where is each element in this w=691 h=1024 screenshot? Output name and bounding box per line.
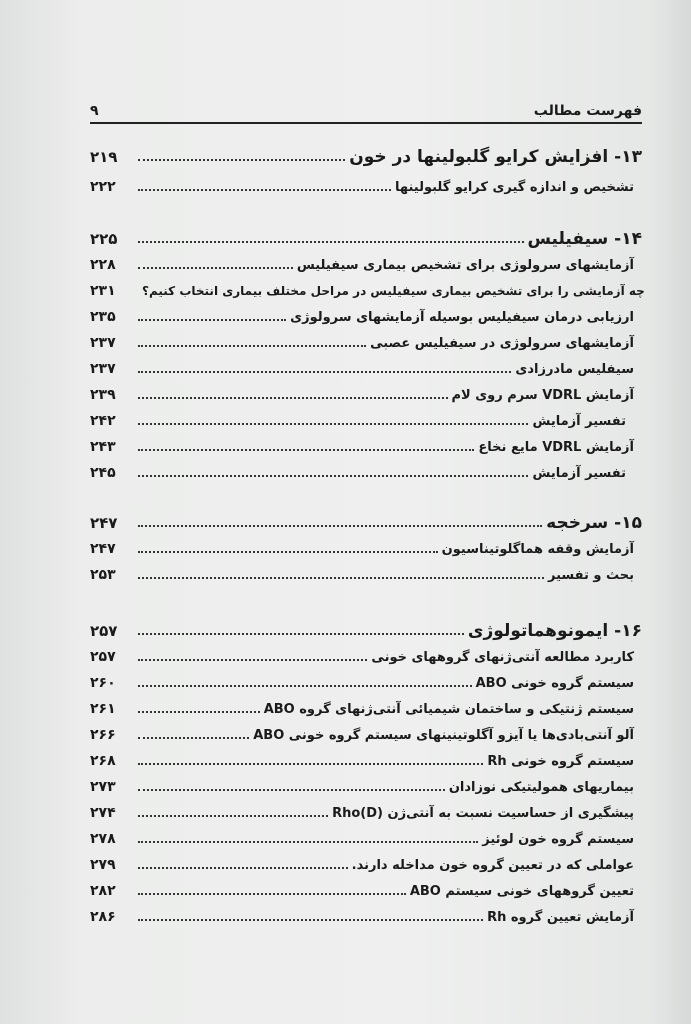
toc-entry — [90, 226, 642, 252]
dot-leader — [138, 737, 249, 739]
toc-entry-title: آزمایشهای سرولوژی در سیفیلیس عصبی — [370, 335, 634, 351]
toc-entry-title: ۱۶- ایمونوهماتولوژی — [467, 621, 642, 641]
toc-page-number: ۲۵۷ — [90, 622, 118, 640]
toc-page-number: ۲۷۳ — [90, 779, 116, 795]
toc-entry — [90, 826, 642, 852]
dot-leader — [138, 345, 366, 347]
dot-leader — [138, 841, 478, 843]
toc-page-number: ۲۳۷ — [90, 335, 116, 351]
toc-page-number: ۲۶۱ — [90, 701, 116, 717]
toc-entry-title: سیستم گروه خونی Rh — [487, 753, 634, 769]
toc-entry-title: تشخیص و اندازه گیری کرایو گلبولینها — [395, 179, 634, 195]
header-rule — [90, 122, 642, 124]
toc-page-number: ۲۲۸ — [90, 257, 116, 273]
toc-entry-title: سیستم گروه خونی ABO — [475, 675, 634, 691]
dot-leader — [138, 919, 483, 921]
toc-entry — [90, 252, 642, 278]
toc-entry — [90, 434, 642, 460]
toc-entry-title: بحث و تفسیر — [547, 567, 634, 583]
toc-entry-title: سیستم ژنتیکی و ساختمان شیمیائی آنتی‌ژنهای گروه ABO — [263, 701, 634, 717]
toc-entry — [90, 144, 642, 170]
dot-leader — [138, 397, 448, 399]
dot-leader — [138, 789, 445, 791]
toc-entry — [90, 722, 642, 748]
toc-entry-title: آزمایش تعیین گروه Rh — [487, 909, 634, 925]
toc-entry-title: بیماریهای همولیتیکی نوزادان — [448, 779, 634, 795]
toc-entry-title: سیستم گروه خون لوئیز — [482, 831, 634, 847]
toc-entry-title: ارزیابی درمان سیفیلیس بوسیله آزمایشهای سرولوژی — [290, 309, 634, 325]
toc-entry — [90, 460, 642, 486]
toc-entry-title: آزمایش VDRL مایع نخاع — [478, 439, 634, 455]
dot-leader — [138, 659, 367, 661]
toc-entry-title: پیشگیری از حساسیت نسبت به آنتی‌ژن (Rho(D — [332, 805, 634, 821]
toc-page-number: ۲۷۹ — [90, 857, 116, 873]
toc-entry — [90, 174, 642, 200]
toc-page-number: ۲۳۹ — [90, 387, 116, 403]
toc-entry — [90, 904, 642, 930]
toc-page-number: ۲۴۵ — [90, 465, 116, 481]
toc-entry-title: آزمایشهای سرولوژی برای تشخیص بیماری سیفیلیس — [296, 257, 634, 273]
toc-page-number: ۲۳۷ — [90, 361, 116, 377]
dot-leader — [138, 893, 406, 895]
toc-page-number: ۲۸۶ — [90, 909, 116, 925]
page-edge-shadow — [651, 0, 691, 1024]
toc-page-number: ۲۸۲ — [90, 883, 116, 899]
toc-entry — [90, 562, 642, 588]
toc-page-number: ۲۴۲ — [90, 413, 116, 429]
dot-leader — [138, 449, 474, 451]
dot-leader — [138, 371, 511, 373]
toc-entry-title: آزمایش وقفه هماگلوتیناسیون — [441, 541, 634, 557]
toc-entry — [90, 330, 642, 356]
toc-entry-title: سیفلیس مادرزادی — [515, 361, 634, 377]
toc-entry — [90, 356, 642, 382]
dot-leader — [138, 241, 524, 243]
toc-entry-title: ۱۴- سیفیلیس — [527, 229, 642, 249]
toc-entry — [90, 670, 642, 696]
toc-page-number: ۲۱۹ — [90, 148, 118, 166]
toc-entry — [90, 536, 642, 562]
dot-leader — [138, 685, 472, 687]
toc-entry — [90, 800, 642, 826]
toc-entry — [90, 748, 642, 774]
dot-leader — [138, 267, 293, 269]
toc-page-number: ۲۴۳ — [90, 439, 116, 455]
toc-entry-title: ۱۵- سرخجه — [546, 513, 642, 533]
dot-leader — [138, 551, 438, 553]
dot-leader — [138, 815, 328, 817]
toc-entry-title: کاربرد مطالعه آنتی‌ژنهای گروههای خونی — [371, 649, 634, 665]
toc-page-number: ۲۲۲ — [90, 179, 116, 195]
toc-page-number: ۲۶۶ — [90, 727, 116, 743]
dot-leader — [138, 159, 345, 161]
toc-page-number: ۲۶۰ — [90, 675, 116, 691]
toc-entry-title: تفسیر آزمایش — [532, 465, 626, 481]
toc-entry — [90, 774, 642, 800]
toc-page-number: ۲۷۸ — [90, 831, 116, 847]
dot-leader — [138, 189, 391, 191]
toc-entry — [90, 408, 642, 434]
toc-entry — [90, 382, 642, 408]
toc-entry — [90, 304, 642, 330]
toc-entry-title: تفسیر آزمایش — [532, 413, 626, 429]
dot-leader — [138, 319, 286, 321]
dot-leader — [138, 763, 483, 765]
dot-leader — [138, 475, 528, 477]
toc-page-number: ۲۵۷ — [90, 649, 116, 665]
toc-entry — [90, 852, 642, 878]
toc-entry-title: عواملی که در تعیین گروه خون مداخله دارند. — [351, 857, 634, 873]
dot-leader — [138, 525, 542, 527]
toc-entry-title: تعیین گروههای خونی سیستم ABO — [409, 883, 634, 899]
toc-page-number: ۲۶۸ — [90, 753, 116, 769]
toc-entry — [90, 510, 642, 536]
dot-leader — [138, 423, 528, 425]
toc-entry-title: آزمایش VDRL سرم روی لام — [451, 387, 634, 403]
toc-entry-title: آلو آنتی‌بادی‌ها یا آیزو آگلوتینینهای سیستم گروه خونی ABO — [253, 727, 634, 743]
dot-leader — [138, 867, 348, 869]
toc-page-number: ۲۳۵ — [90, 309, 116, 325]
page-header — [90, 100, 642, 124]
header-title: فهرست مطالب — [533, 103, 642, 119]
dot-leader — [138, 633, 464, 635]
toc-page-number: ۲۵۳ — [90, 567, 116, 583]
toc-page-number: ۲۴۷ — [90, 514, 118, 532]
toc-entry — [90, 696, 642, 722]
toc-page-number: ۲۷۴ — [90, 805, 116, 821]
header-page-number: ۹ — [90, 103, 99, 119]
toc-page-number: ۲۲۵ — [90, 230, 118, 248]
toc-entry-title: ۱۳- افزایش کرایو گلبولینها در خون — [349, 147, 642, 167]
toc-page-number: ۲۴۷ — [90, 541, 116, 557]
toc-entry — [90, 278, 645, 304]
toc-entry — [90, 618, 642, 644]
toc-entry-title: چه آزمایشی را برای تشخیص بیماری سیفیلیس در مراحل مختلف بیماری انتخاب کنیم؟ — [142, 284, 645, 298]
toc-page-number: ۲۳۱ — [90, 283, 116, 299]
toc-entry — [90, 644, 642, 670]
dot-leader — [138, 711, 260, 713]
toc-entry — [90, 878, 642, 904]
dot-leader — [138, 577, 544, 579]
